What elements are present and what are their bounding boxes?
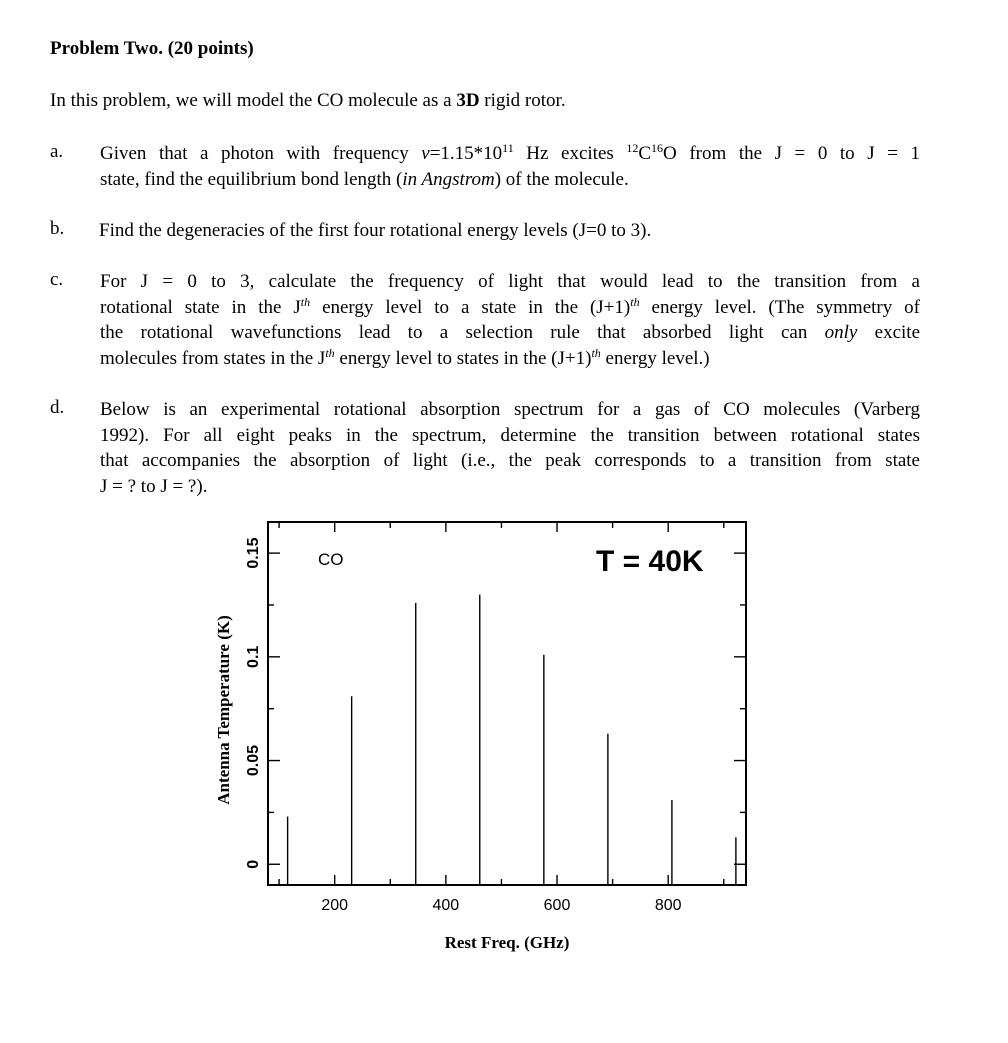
part-c-text-5: excite bbox=[857, 322, 921, 343]
part-d-line-2: 1992). For all eight peaks in the spectrum, determine the transition between rotational states bbox=[100, 424, 920, 446]
part-c-line-2 bbox=[100, 295, 920, 321]
part-a-text-1: Given that a photon with frequency bbox=[100, 143, 422, 164]
part-a-marker: a. bbox=[50, 141, 64, 162]
x-tick-label-400: 400 bbox=[432, 897, 460, 914]
y-tick-label-2: 0.1 bbox=[245, 645, 262, 668]
part-c-text-1: rotational state in the J bbox=[100, 296, 301, 318]
part-c-text-4: the rotational wavefunctions lead to a selection rule that absorbed light can bbox=[100, 322, 825, 343]
y-tick-label-1: 0.05 bbox=[245, 744, 262, 777]
part-d-line-3: that accompanies the absorption of light (i.e., the peak corresponds to a transition from state bbox=[100, 450, 920, 471]
part-b-line-1: Find the degeneracies of the first four rotational energy levels (J=0 to 3). bbox=[99, 220, 652, 241]
th-sup-1: th bbox=[300, 294, 311, 309]
part-c-text-2: energy level to a state in the (J+1) bbox=[310, 296, 631, 318]
x-axis-label: Rest Freq. (GHz) bbox=[444, 933, 570, 952]
part-c-line-4 bbox=[100, 346, 920, 372]
spectrum-chart bbox=[200, 515, 760, 965]
part-b-marker: b. bbox=[50, 218, 65, 239]
carbon-symbol: C bbox=[638, 143, 652, 164]
problem-title: Problem Two. (20 points) bbox=[50, 38, 254, 59]
annotation-temperature: T = 40K bbox=[596, 545, 704, 578]
part-a-text-4: O from the J = 0 to J = 1 bbox=[663, 143, 920, 164]
part-a-text-2: =1.15*10 bbox=[429, 143, 503, 164]
part-a-line-2 bbox=[100, 167, 920, 193]
annotation-co: CO bbox=[318, 550, 344, 569]
y-tick-labels bbox=[245, 537, 262, 868]
th-sup-3: th bbox=[325, 345, 335, 360]
th-sup-4: th bbox=[591, 345, 601, 360]
x-tick-label-600: 600 bbox=[543, 897, 571, 914]
part-c-marker: c. bbox=[50, 269, 64, 290]
part-c-line-1: For J = 0 to 3, calculate the frequency of light that would lead to the transition from a bbox=[100, 271, 920, 292]
part-a-text-5: state, find the equilibrium bond length ( bbox=[100, 168, 403, 190]
isotope-16: 16 bbox=[651, 141, 664, 155]
isotope-12: 12 bbox=[626, 141, 639, 155]
y-tick-label-3: 0.15 bbox=[245, 537, 262, 569]
part-d-line-1: Below is an experimental rotational absorption spectrum for a gas of CO molecules (Varberg bbox=[100, 399, 920, 420]
spectrum-chart-svg bbox=[200, 515, 760, 965]
x-tick-label-200: 200 bbox=[321, 897, 349, 914]
nu-symbol: ν bbox=[421, 143, 430, 164]
part-c-text-6: molecules from states in the J bbox=[100, 347, 326, 369]
part-a-body bbox=[100, 141, 920, 192]
part-c-text-8: energy level.) bbox=[600, 347, 710, 369]
problem-intro bbox=[50, 90, 566, 112]
part-c-line-3 bbox=[100, 320, 920, 346]
part-d-marker: d. bbox=[50, 397, 65, 418]
x-tick-label-800: 800 bbox=[654, 897, 682, 914]
intro-text-after: rigid rotor. bbox=[479, 90, 566, 111]
intro-text-before: In this problem, we will model the CO molecule as a bbox=[50, 90, 457, 111]
part-a-italic: in Angstrom bbox=[402, 168, 495, 190]
spectrum-peaks bbox=[288, 595, 736, 885]
exponent: 11 bbox=[502, 141, 514, 155]
part-c-text-7: energy level to states in the (J+1) bbox=[334, 347, 592, 369]
th-sup-2: th bbox=[630, 294, 640, 309]
part-a-text-6: ) of the molecule. bbox=[494, 168, 629, 190]
intro-text-bold: 3D bbox=[456, 90, 480, 111]
part-d-body bbox=[100, 397, 920, 499]
part-c-italic: only bbox=[824, 322, 858, 343]
x-tick-labels bbox=[321, 897, 681, 914]
y-tick-label-0: 0 bbox=[245, 859, 262, 869]
part-a-line-1 bbox=[100, 141, 920, 167]
part-a-text-3: Hz excites bbox=[513, 143, 627, 164]
part-c-body bbox=[100, 269, 920, 371]
part-b-body bbox=[99, 218, 919, 244]
part-c-text-3: energy level. (The symmetry of bbox=[639, 296, 920, 318]
part-d-line-4: J = ? to J = ?). bbox=[100, 475, 208, 497]
y-axis-label: Antenna Temperature (K) bbox=[214, 615, 233, 805]
